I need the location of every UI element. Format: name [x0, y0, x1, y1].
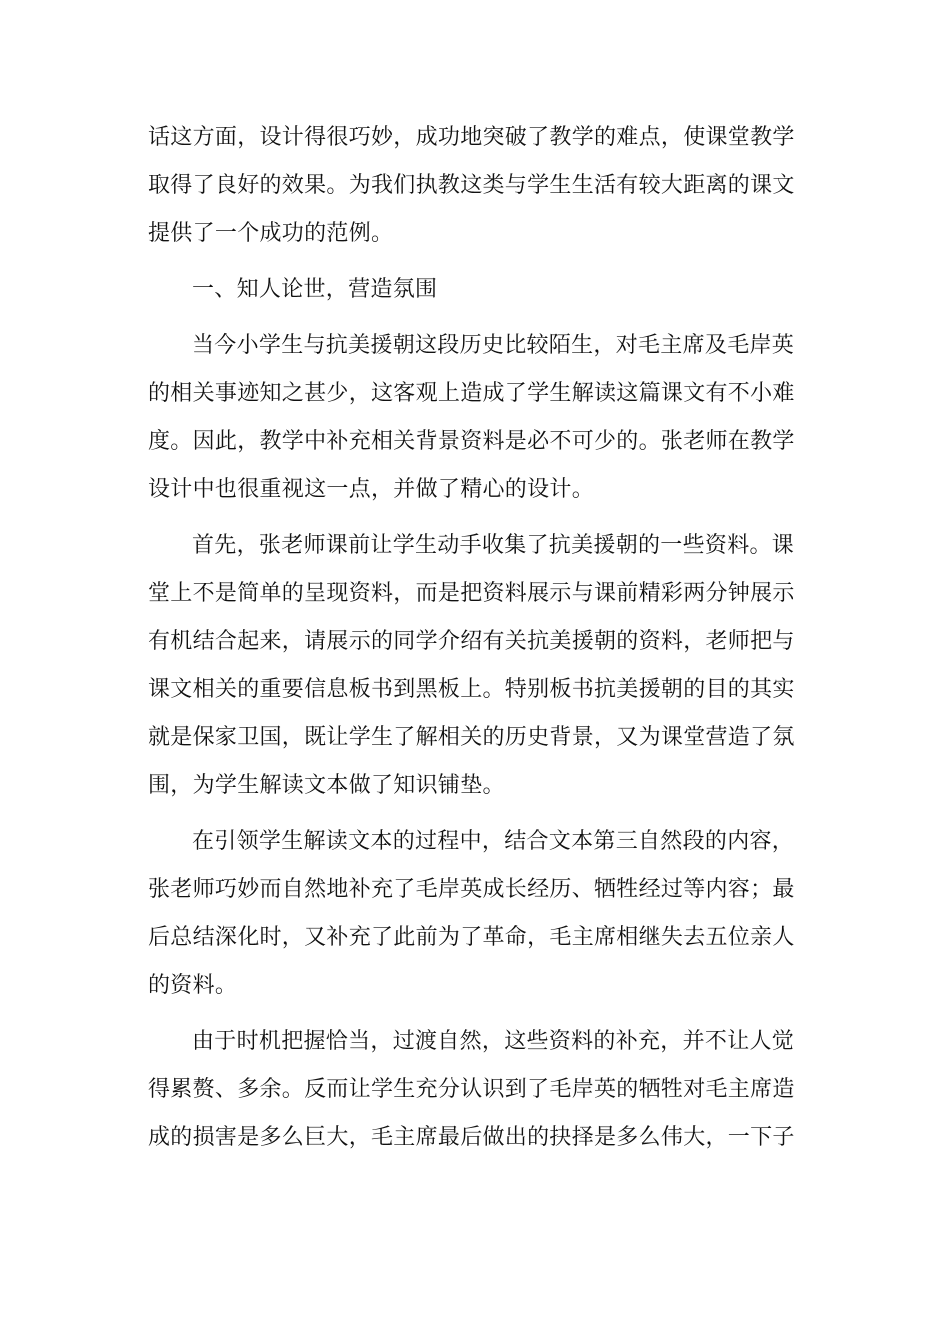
document-body — [148, 114, 798, 1170]
text-line: 取得了良好的效果。为我们执教这类与学生生活有较大距离的课文 — [148, 173, 795, 198]
section-heading — [148, 266, 798, 314]
text-line: 成的损害是多么巨大，毛主席最后做出的抉择是多么伟大，一下子 — [148, 1125, 795, 1150]
text-line: 在引领学生解读文本的过程中，结合文本第三自然段的内容， — [192, 829, 795, 854]
text-line: 得累赘、多余。反而让学生充分认识到了毛岸英的牺牲对毛主席造 — [148, 1077, 795, 1102]
text-line: 首先，张老师课前让学生动手收集了抗美援朝的一些资料。课 — [192, 533, 795, 558]
heading-text: 一、知人论世，营造氛围 — [192, 277, 438, 302]
text-line: 的相关事迹知之甚少，这客观上造成了学生解读这篇课文有不小难 — [148, 381, 795, 406]
text-line: 话这方面，设计得很巧妙，成功地突破了教学的难点，使课堂教学 — [148, 125, 795, 150]
text-line: 堂上不是简单的呈现资料，而是把资料展示与课前精彩两分钟展示 — [148, 581, 795, 606]
paragraph-guidance — [148, 818, 798, 1010]
text-line: 当今小学生与抗美援朝这段历史比较陌生，对毛主席及毛岸英 — [192, 333, 795, 358]
text-line: 就是保家卫国，既让学生了解相关的历史背景，又为课堂营造了氛 — [148, 725, 795, 750]
text-line: 的资料。 — [148, 973, 238, 998]
paragraph-first — [148, 522, 798, 810]
paragraph-background — [148, 322, 798, 514]
paragraph-continuation — [148, 114, 798, 258]
text-line: 由于时机把握恰当，过渡自然，这些资料的补充，并不让人觉 — [192, 1029, 795, 1054]
text-line: 课文相关的重要信息板书到黑板上。特别板书抗美援朝的目的其实 — [148, 677, 795, 702]
text-line: 提供了一个成功的范例。 — [148, 221, 394, 246]
text-line: 后总结深化时，又补充了此前为了革命，毛主席相继失去五位亲人 — [148, 925, 795, 950]
text-line: 设计中也很重视这一点，并做了精心的设计。 — [148, 477, 595, 502]
paragraph-timing — [148, 1018, 798, 1162]
text-line: 有机结合起来，请展示的同学介绍有关抗美援朝的资料，老师把与 — [148, 629, 795, 654]
text-line: 围，为学生解读文本做了知识铺垫。 — [148, 773, 505, 798]
text-line: 度。因此，教学中补充相关背景资料是必不可少的。张老师在教学 — [148, 429, 795, 454]
text-line: 张老师巧妙而自然地补充了毛岸英成长经历、牺牲经过等内容；最 — [148, 877, 795, 902]
